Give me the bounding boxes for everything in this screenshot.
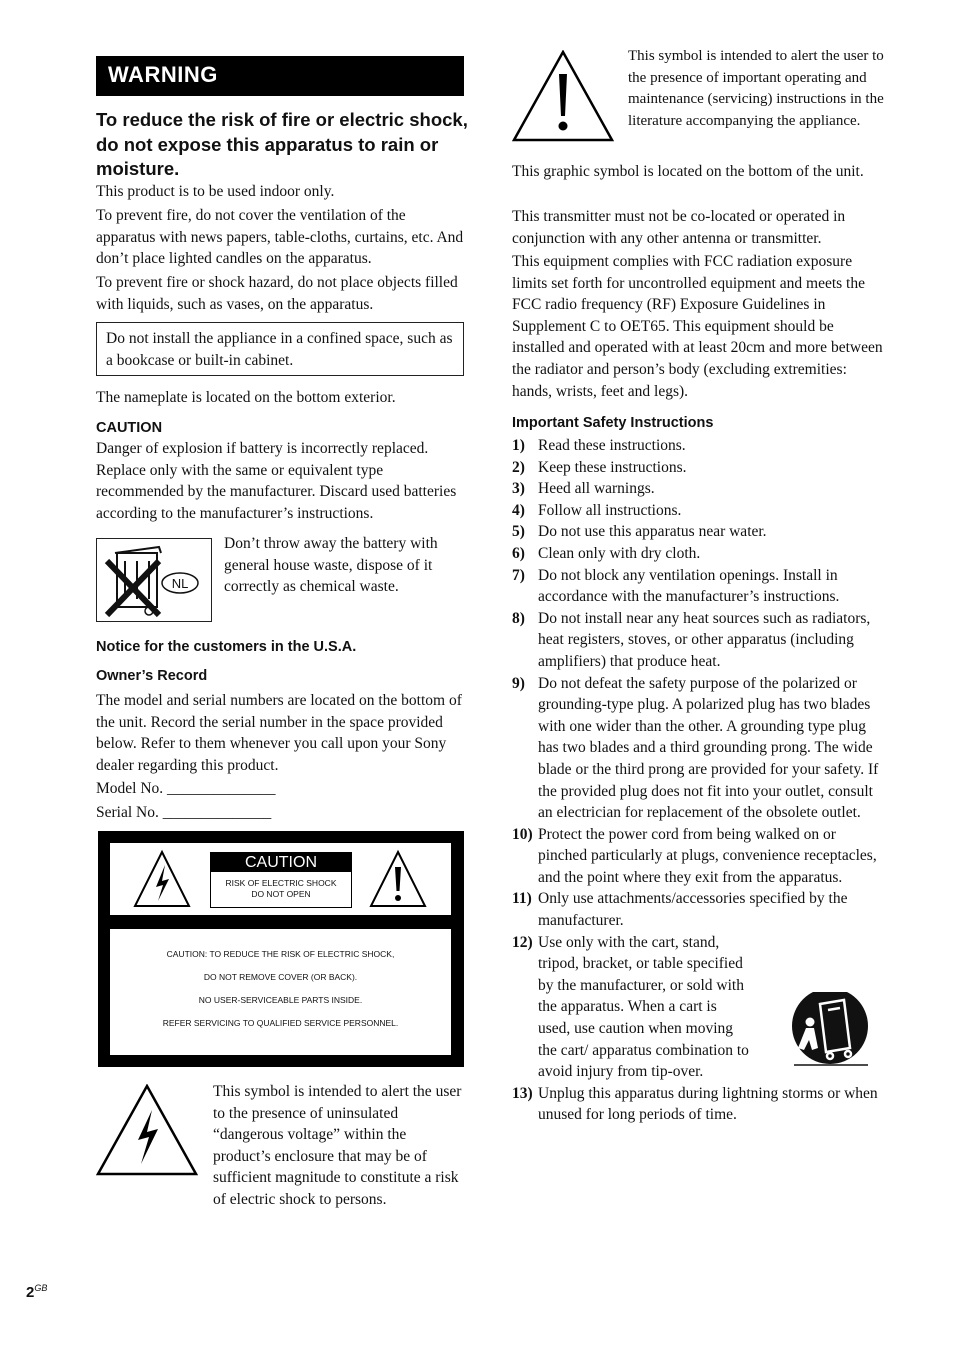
serial-number-field: Serial No. ______________ — [96, 804, 272, 821]
list-item: 8) Do not install near any heat sources such as radiators, heat registers, stoves, or other apparatus (including amplifiers) that produce heat. — [512, 609, 871, 670]
indoor-paragraph: This product is to be used indoor only. — [96, 183, 335, 200]
warning-banner — [96, 56, 464, 96]
list-item: 7) Do not block any ventilation openings. Install in accordance with the manufacturer’s instructions. — [512, 566, 840, 606]
list-item: 9) Do not defeat the safety purpose of the polarized or grounding-type plug. A polarized plug has two blades with one wider than the other. A grounding type plug has two blades and a third grounding prong. The wide blade or the third prong are provided for your safety. If the provided plug does not fit into your outlet, consult an electrician for replacement of the obsolete outlet. — [512, 674, 879, 822]
list-item: 3) Heed all warnings. — [512, 480, 655, 498]
caution-text: Danger of explosion if battery is incorrectly replaced. Replace only with the same or equivalent type recommended by the manufacturer. Discard used batteries according to the manufacturer’s instructions. — [96, 440, 457, 522]
nl-logo-text: NL — [171, 576, 189, 591]
list-item: 6) Clean only with dry cloth. — [512, 544, 701, 562]
exclamation-warning-icon — [512, 50, 614, 142]
list-item: 1) Read these instructions. — [512, 437, 686, 454]
fire-warning-heading: To reduce the risk of fire or electric shock, do not expose this apparatus to rain or moisture. — [96, 109, 468, 179]
usa-notice-heading: Notice for the customers in the U.S.A. — [96, 639, 357, 655]
graphic-symbol-location: This graphic symbol is located on the bottom of the unit. — [512, 163, 864, 180]
shock-risk-line: RISK OF ELECTRIC SHOCK — [225, 878, 337, 888]
safety-instructions-heading: Important Safety Instructions — [512, 415, 714, 431]
model-number-field: Model No. ______________ — [96, 780, 276, 797]
confined-space-notice — [96, 322, 464, 376]
lightning-warning-icon — [96, 1084, 198, 1176]
list-item: 13) Unplug this apparatus during lightning storms or when unused for long periods of time. — [512, 1084, 878, 1124]
caution-panel-bottom — [110, 929, 451, 1055]
transmitter-notice: This transmitter must not be co-located or operated in conjunction with any other antenna or transmitter. — [512, 208, 846, 247]
exclamation-triangle-icon — [368, 849, 428, 909]
nameplate-text: The nameplate is located on the bottom exterior. — [96, 389, 396, 406]
list-item: 4) Follow all instructions. — [512, 501, 682, 519]
caution-line-3: NO USER-SERVICEABLE PARTS INSIDE. — [198, 995, 363, 1005]
ventilation-paragraph: To prevent fire, do not cover the ventilation of the apparatus with news papers, table-cloths, curtains, etc. And don’t place lighted candles on the apparatus. — [96, 207, 464, 268]
page-number: $2^{GB}$ — [26, 1283, 48, 1301]
owners-record-heading: Owner’s Record — [96, 668, 208, 684]
crossed-bin-icon — [97, 539, 211, 621]
owners-record-text: The model and serial numbers are located on the bottom of the unit. Record the serial number in the space provided below. Refer to them whenever you call upon your Sony dealer regarding this product. — [96, 692, 462, 774]
cart-warning-icon — [790, 992, 872, 1068]
confined-space-text: Do not install the appliance in a confined space, such as a bookcase or built-in cabinet. — [106, 330, 453, 369]
caution-label-panel — [98, 831, 464, 1067]
battery-disposal-logo — [96, 538, 212, 622]
list-item: 12) Use only with the cart, stand, tripod, bracket, or table specified by the manufacturer, or sold with the apparatus. When a cart is used, use caution when moving the cart/ apparatus combination to avoid injury from tip-over. — [512, 933, 749, 1081]
list-item: 11) Only use attachments/accessories specified by the manufacturer. — [512, 890, 848, 930]
lightning-symbol-text: This symbol is intended to alert the user to the presence of uninsulated “dangerous voltage” within the product’s enclosure that may be of sufficient magnitude to constitute a risk of electric shock to persons. — [213, 1083, 462, 1208]
lightning-triangle-icon — [132, 849, 192, 909]
list-item: 2) Keep these instructions. — [512, 458, 687, 476]
warning-title: WARNING — [108, 62, 218, 87]
battery-disposal-text: Don’t throw away the battery with general house waste, dispose of it correctly as chemical waste. — [224, 535, 438, 596]
list-item: 5) Do not use this apparatus near water. — [512, 523, 767, 541]
caution-panel-top — [110, 843, 451, 915]
do-not-open-line: DO NOT OPEN — [251, 889, 311, 899]
caution-shock-box — [210, 852, 352, 908]
caution-line-1: CAUTION: TO REDUCE THE RISK OF ELECTRIC SHOCK, — [166, 949, 395, 959]
fcc-exposure-notice: This equipment complies with FCC radiation exposure limits set forth for uncontrolled equipment and meets the FCC radio frequency (RF) Exposure Guidelines in Supplement C to OET65. This equipment should be installed and operated with at least 20cm and more between the radiator and person’s body (excluding extremities: hands, wrists, feet and legs). — [512, 253, 883, 400]
caution-line-2: DO NOT REMOVE COVER (OR BACK). — [203, 972, 358, 982]
list-item: 10) Protect the power cord from being walked on or pinched particularly at plugs, convenience receptacles, and the point where they exit from the apparatus. — [512, 825, 877, 886]
exclamation-symbol-text: This symbol is intended to alert the user to the presence of important operating and maintenance (servicing) instructions in the literature accompanying the appliance. — [628, 48, 884, 129]
caution-line-4: REFER SERVICING TO QUALIFIED SERVICE PERSONNEL. — [162, 1018, 399, 1028]
caution-panel-label: CAUTION — [211, 853, 351, 872]
caution-heading: CAUTION — [96, 420, 163, 436]
liquid-paragraph: To prevent fire or shock hazard, do not place objects filled with liquids, such as vases, on the apparatus. — [96, 274, 458, 313]
